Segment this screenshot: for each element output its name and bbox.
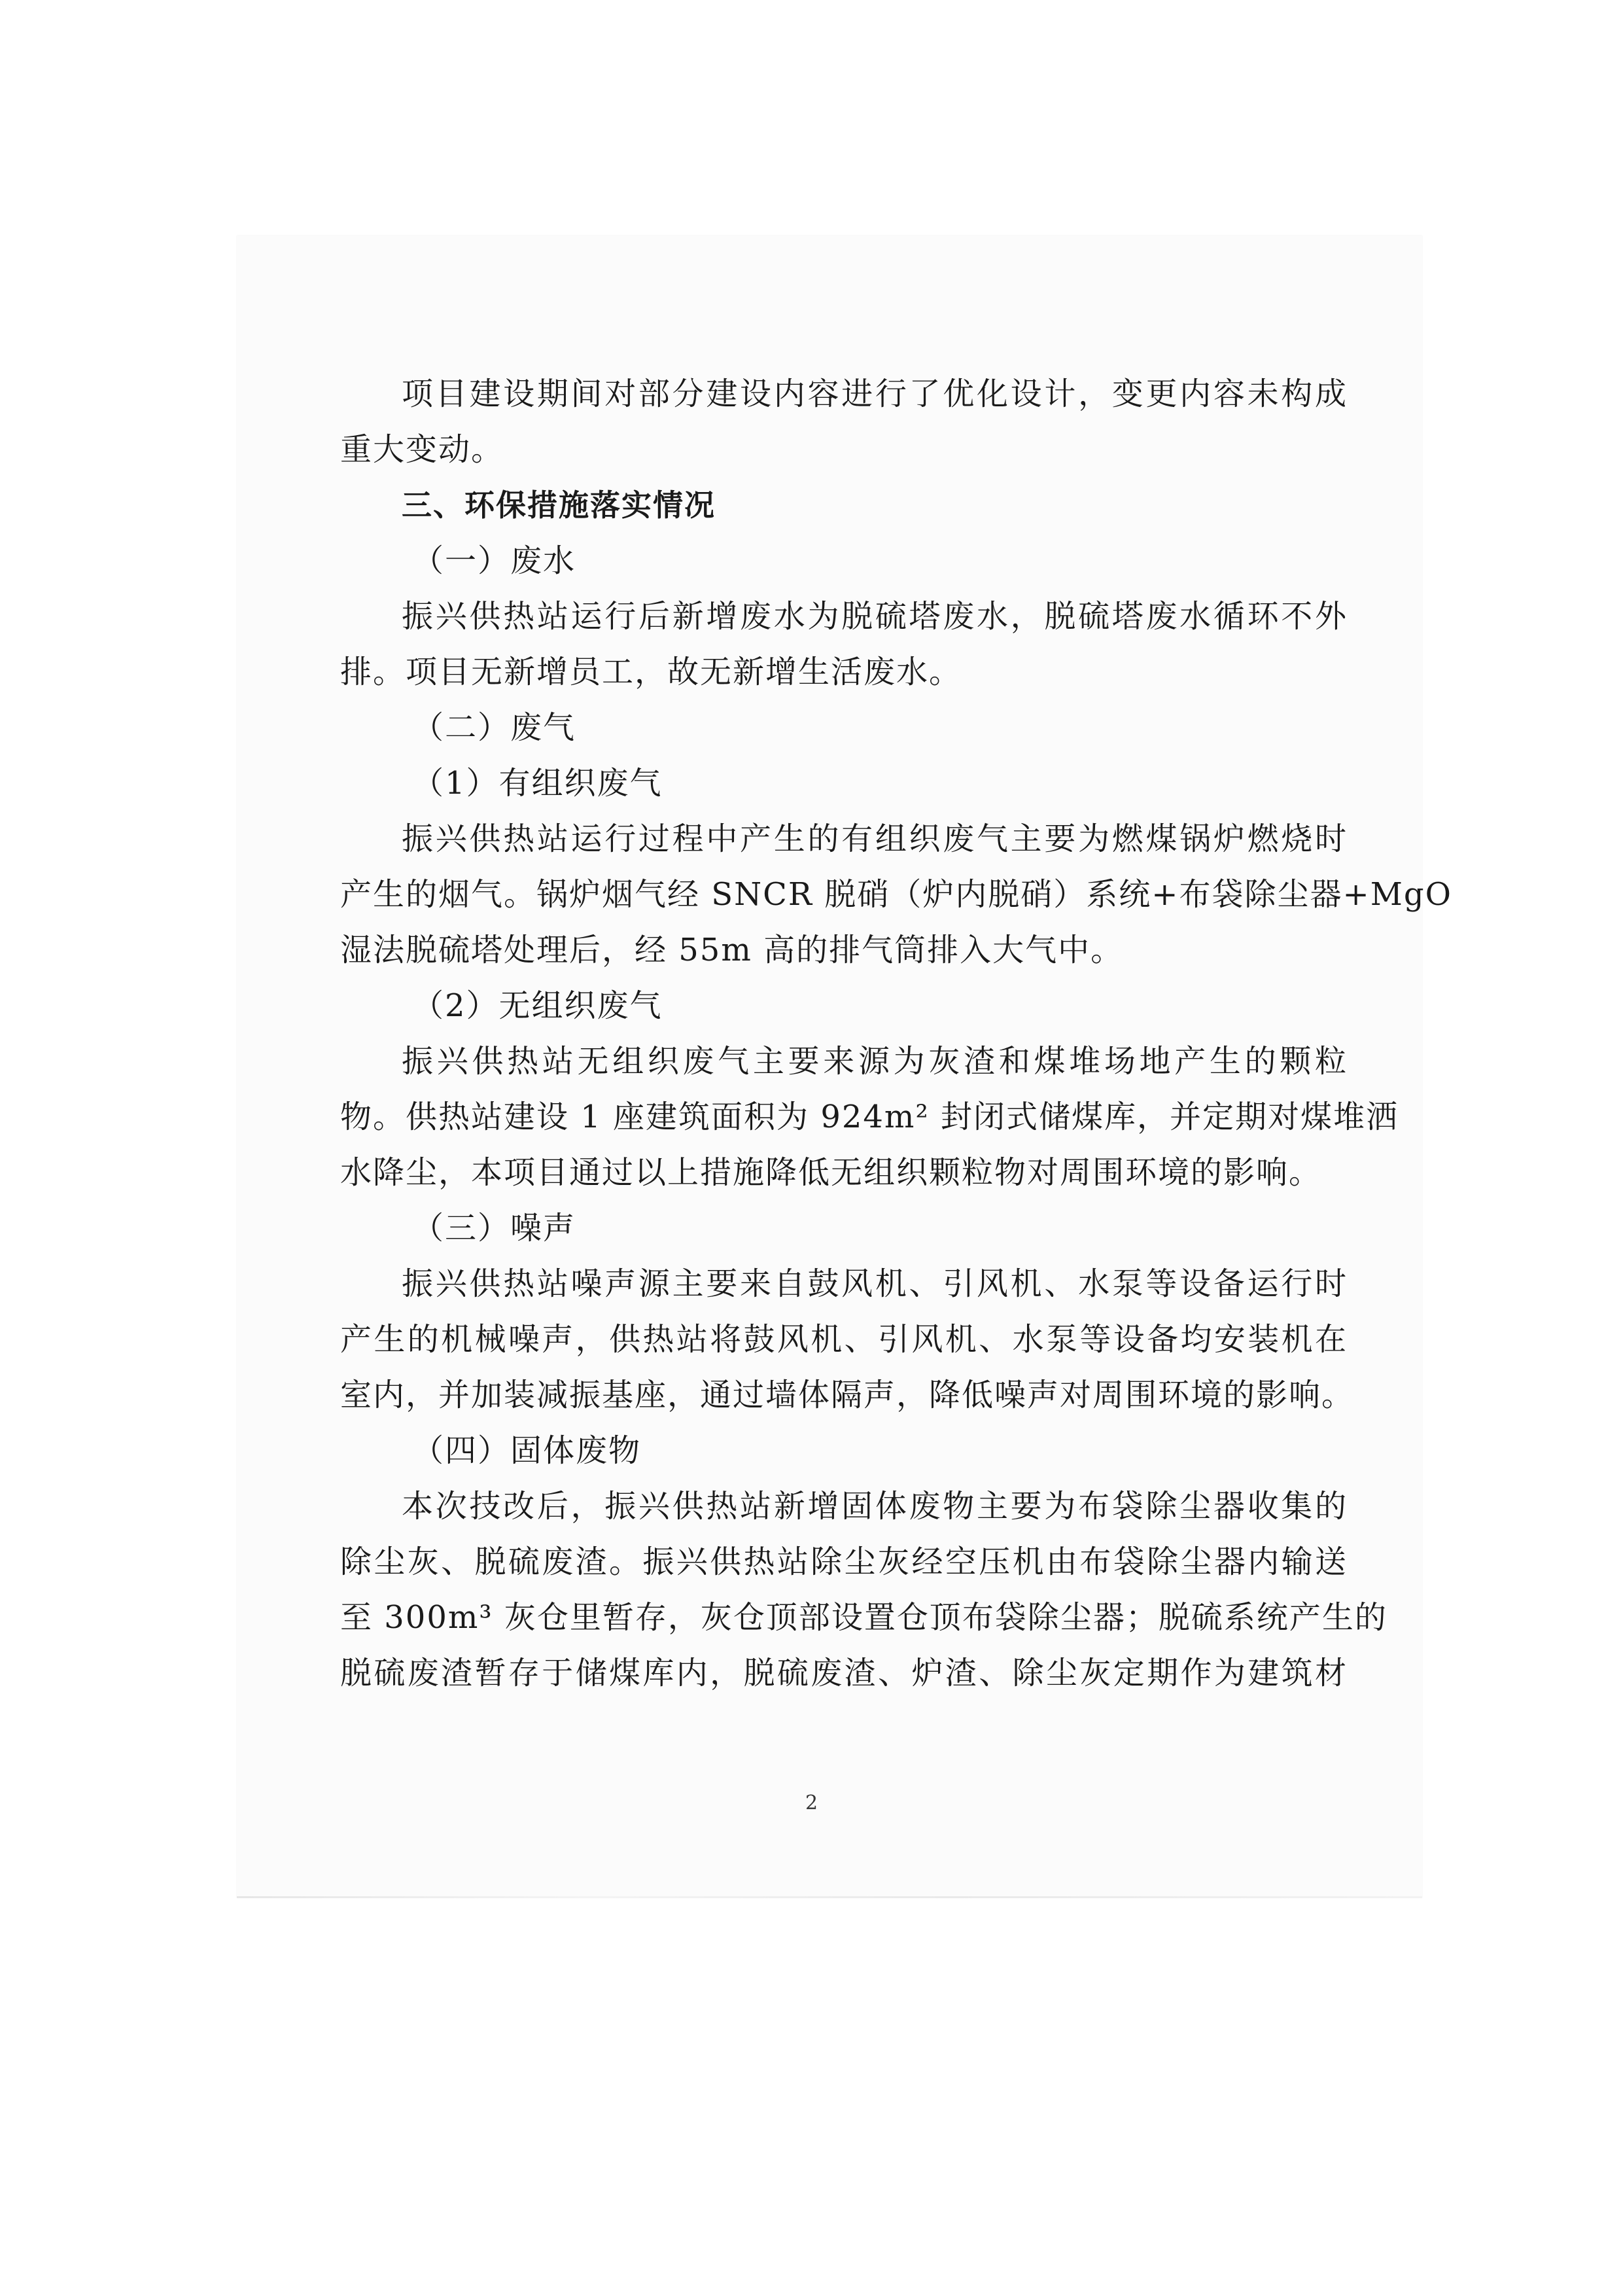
body-line: 本次技改后，振兴供热站新增固体废物主要为布袋除尘器收集的	[402, 1488, 1348, 1525]
page-edge	[237, 1896, 1422, 1898]
body-line: 物。供热站建设 1 座建筑面积为 924m² 封闭式储煤库，并定期对煤堆洒	[340, 1099, 1399, 1135]
body-line: 项目建设期间对部分建设内容进行了优化设计，变更内容未构成	[402, 376, 1348, 412]
subsection-heading: （二）废气	[412, 709, 576, 746]
body-line: 至 300m³ 灰仓里暂存，灰仓顶部设置仓顶布袋除尘器；脱硫系统产生的	[340, 1599, 1387, 1636]
body-line: 振兴供热站噪声源主要来自鼓风机、引风机、水泵等设备运行时	[402, 1265, 1348, 1302]
subsection-heading: （一）废水	[412, 542, 576, 579]
body-line: 除尘灰、脱硫废渣。振兴供热站除尘灰经空压机由布袋除尘器内输送	[340, 1544, 1348, 1580]
body-line: 振兴供热站运行过程中产生的有组织废气主要为燃煤锅炉燃烧时	[402, 821, 1348, 857]
page-number: 2	[805, 1792, 818, 1814]
subsection-heading: （1）有组织废气	[412, 765, 663, 802]
subsection-heading: （三）噪声	[412, 1210, 576, 1246]
document-body	[340, 366, 1452, 1701]
subsection-heading: （2）无组织废气	[412, 987, 663, 1024]
body-line: 振兴供热站无组织废气主要来源为灰渣和煤堆场地产生的颗粒	[402, 1043, 1348, 1080]
subsection-heading: （四）固体废物	[412, 1432, 642, 1469]
body-line: 排。项目无新增员工，故无新增生活废水。	[340, 654, 962, 690]
body-line: 湿法脱硫塔处理后，经 55m 高的排气筒排入大气中。	[340, 932, 1124, 968]
body-line: 室内，并加装减振基座，通过墙体隔声，降低噪声对周围环境的影响。	[340, 1377, 1355, 1413]
body-line: 水降尘，本项目通过以上措施降低无组织颗粒物对周围环境的影响。	[340, 1154, 1322, 1191]
section-heading: 三、环保措施落实情况	[402, 487, 716, 523]
body-line: 重大变动。	[340, 431, 504, 468]
body-line: 产生的烟气。锅炉烟气经 SNCR 脱硝（炉内脱硝）系统+布袋除尘器+MgO	[340, 876, 1452, 913]
body-line: 振兴供热站运行后新增废水为脱硫塔废水，脱硫塔废水循环不外	[402, 598, 1348, 635]
body-line: 产生的机械噪声，供热站将鼓风机、引风机、水泵等设备均安装机在	[340, 1321, 1348, 1358]
body-line: 脱硫废渣暂存于储煤库内，脱硫废渣、炉渣、除尘灰定期作为建筑材	[340, 1655, 1348, 1691]
